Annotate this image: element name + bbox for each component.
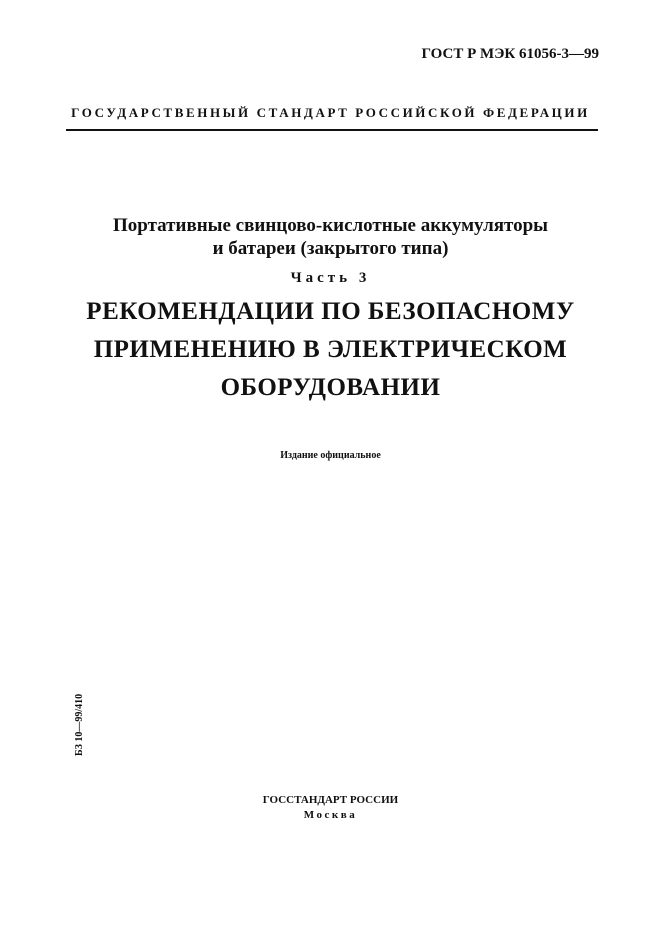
main-title-line: ОБОРУДОВАНИИ	[220, 374, 441, 401]
title-block	[0, 214, 661, 402]
part-label: Часть 3	[290, 270, 371, 286]
main-title-line: ПРИМЕНЕНИЮ В ЭЛЕКТРИЧЕСКОМ	[93, 336, 568, 363]
edition-label: Издание официальное	[280, 450, 381, 461]
publisher-name: ГОССТАНДАРТ РОССИИ	[262, 794, 399, 806]
publisher-city: Москва	[303, 809, 358, 821]
document-code: ГОСТ Р МЭК 61056-3—99	[421, 46, 599, 62]
main-title-line: РЕКОМЕНДАЦИИ ПО БЕЗОПАСНОМУ	[86, 298, 575, 325]
state-standard-heading: ГОСУДАРСТВЕННЫЙ СТАНДАРТ РОССИЙСКОЙ ФЕДЕРАЦИИ	[71, 105, 590, 120]
subtitle-line: Портативные свинцово-кислотные аккумуляторы	[113, 215, 548, 236]
header-divider	[66, 129, 598, 131]
side-registration-code: БЗ 10—99/410	[74, 693, 85, 756]
subtitle-line: и батареи (закрытого типа)	[212, 238, 449, 259]
